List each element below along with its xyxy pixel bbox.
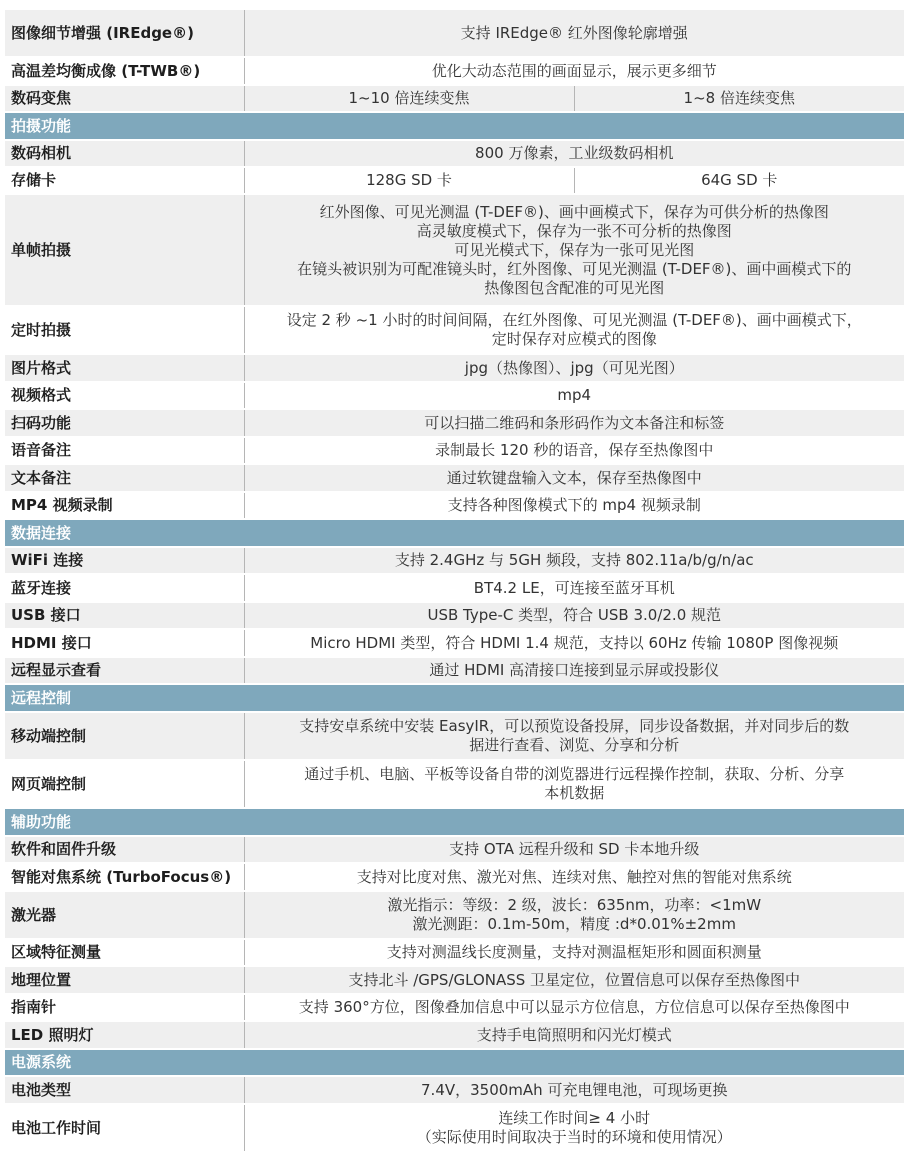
spec-table <box>5 10 904 1153</box>
row-label: 电池类型 <box>5 1076 244 1104</box>
section-title: 数据连接 <box>5 519 904 547</box>
row-value: 支持对测温线长度测量，支持对测温框矩形和圆面积测量 <box>244 939 904 966</box>
table-row <box>5 437 904 464</box>
section-header <box>5 519 904 547</box>
value-line: 通过手机、电脑、平板等设备自带的浏览器进行远程操作控制，获取、分析、分享 <box>304 765 845 783</box>
row-value: 通过软键盘输入文本，保存至热像图中 <box>244 464 904 492</box>
table-row <box>5 1076 904 1104</box>
table-row <box>5 836 904 863</box>
row-value <box>244 712 904 760</box>
row-value: 支持手电筒照明和闪光灯模式 <box>244 1021 904 1049</box>
row-label: 扫码功能 <box>5 409 244 437</box>
row-label: 软件和固件升级 <box>5 836 244 863</box>
row-value: USB Type-C 类型，符合 USB 3.0/2.0 规范 <box>244 602 904 629</box>
table-row <box>5 712 904 760</box>
value-line: 支持安卓系统中安装 EasyIR，可以预览设备投屏，同步设备数据，并对同步后的数 <box>299 717 850 735</box>
value-line: 在镜头被识别为可配准镜头时，红外图像、可见光测温 (T-DEF®)、画中画模式下的 <box>297 259 852 278</box>
row-value: 支持各种图像模式下的 mp4 视频录制 <box>244 492 904 519</box>
row-value <box>244 306 904 354</box>
row-value: 支持对比度对焦、激光对焦、连续对焦、触控对焦的智能对焦系统 <box>244 863 904 891</box>
row-label: 图像细节增强 (IREdge®) <box>5 10 244 57</box>
table-row <box>5 574 904 602</box>
row-value: 支持 OTA 远程升级和 SD 卡本地升级 <box>244 836 904 863</box>
row-label: 指南针 <box>5 994 244 1021</box>
section-title: 辅助功能 <box>5 808 904 836</box>
row-label: 定时拍摄 <box>5 306 244 354</box>
section-header <box>5 112 904 140</box>
table-row <box>5 140 904 167</box>
row-label: 单帧拍摄 <box>5 194 244 306</box>
row-value-left: 128G SD 卡 <box>244 167 574 194</box>
table-row <box>5 85 904 112</box>
table-row <box>5 547 904 574</box>
row-label: HDMI 接口 <box>5 629 244 657</box>
row-label: 语音备注 <box>5 437 244 464</box>
section-title: 电源系统 <box>5 1049 904 1076</box>
row-value: 800 万像素，工业级数码相机 <box>244 140 904 167</box>
table-row <box>5 464 904 492</box>
row-label: 激光器 <box>5 891 244 939</box>
value-line: 红外图像、可见光测温 (T-DEF®)、画中画模式下，保存为可供分析的热像图 <box>319 202 829 221</box>
row-value: 通过 HDMI 高清接口连接到显示屏或投影仪 <box>244 657 904 684</box>
table-row <box>5 382 904 409</box>
table-row <box>5 194 904 306</box>
table-row <box>5 167 904 194</box>
value-line: 高灵敏度模式下，保存为一张不可分析的热像图 <box>416 221 732 240</box>
row-label: 区域特征测量 <box>5 939 244 966</box>
row-value-right: 64G SD 卡 <box>574 167 904 194</box>
row-label: MP4 视频录制 <box>5 492 244 519</box>
row-label: 网页端控制 <box>5 760 244 808</box>
row-label: 地理位置 <box>5 966 244 994</box>
row-value: Micro HDMI 类型，符合 HDMI 1.4 规范，支持以 60Hz 传输 1080P 图像视频 <box>244 629 904 657</box>
row-label: 图片格式 <box>5 354 244 382</box>
row-label: 电池工作时间 <box>5 1104 244 1152</box>
table-row <box>5 1021 904 1049</box>
row-label: 文本备注 <box>5 464 244 492</box>
value-line: 可见光模式下，保存为一张可见光图 <box>454 240 695 259</box>
section-title: 拍摄功能 <box>5 112 904 140</box>
row-value: 支持 2.4GHz 与 5GH 频段，支持 802.11a/b/g/n/ac <box>244 547 904 574</box>
row-label: 存储卡 <box>5 167 244 194</box>
value-line: 激光测距：0.1m-50m，精度 :d*0.01%±2mm <box>412 915 736 933</box>
table-row <box>5 760 904 808</box>
section-header <box>5 1049 904 1076</box>
row-label: WiFi 连接 <box>5 547 244 574</box>
table-row <box>5 1104 904 1152</box>
row-value: jpg（热像图）、jpg（可见光图） <box>244 354 904 382</box>
row-label: 蓝牙连接 <box>5 574 244 602</box>
row-label: 数码变焦 <box>5 85 244 112</box>
row-value-right: 1~8 倍连续变焦 <box>574 85 904 112</box>
table-row <box>5 863 904 891</box>
row-value: 可以扫描二维码和条形码作为文本备注和标签 <box>244 409 904 437</box>
table-row <box>5 966 904 994</box>
table-row <box>5 891 904 939</box>
row-label: 数码相机 <box>5 140 244 167</box>
row-value <box>244 760 904 808</box>
section-header <box>5 684 904 712</box>
table-row <box>5 10 904 57</box>
row-value-left: 1~10 倍连续变焦 <box>244 85 574 112</box>
row-value <box>244 1104 904 1152</box>
section-title: 远程控制 <box>5 684 904 712</box>
row-value: 7.4V，3500mAh 可充电锂电池，可现场更换 <box>244 1076 904 1104</box>
table-row <box>5 939 904 966</box>
row-label: 智能对焦系统 (TurboFocus®) <box>5 863 244 891</box>
value-line: 设定 2 秒 ~1 小时的时间间隔，在红外图像、可见光测温 (T-DEF®)、画中画模式下， <box>286 311 862 329</box>
row-label: 高温差均衡成像 (T-TWB®) <box>5 57 244 85</box>
row-label: 视频格式 <box>5 382 244 409</box>
value-line: 热像图包含配准的可见光图 <box>484 278 665 297</box>
row-value: 优化大动态范围的画面显示，展示更多细节 <box>244 57 904 85</box>
row-value: BT4.2 LE，可连接至蓝牙耳机 <box>244 574 904 602</box>
row-value: 支持 IREdge® 红外图像轮廓增强 <box>244 10 904 57</box>
row-value <box>244 891 904 939</box>
row-value: 支持 360°方位，图像叠加信息中可以显示方位信息，方位信息可以保存至热像图中 <box>244 994 904 1021</box>
row-value: 支持北斗 /GPS/GLONASS 卫星定位，位置信息可以保存至热像图中 <box>244 966 904 994</box>
row-value: mp4 <box>244 382 904 409</box>
value-line: （实际使用时间取决于当时的环境和使用情况） <box>416 1128 732 1146</box>
value-line: 连续工作时间≥ 4 小时 <box>498 1109 651 1127</box>
value-line: 定时保存对应模式的图像 <box>491 330 657 348</box>
spec-table-container <box>5 10 904 1153</box>
row-label: USB 接口 <box>5 602 244 629</box>
value-line: 激光指示：等级：2 级，波长：635nm，功率：<1mW <box>387 896 762 914</box>
table-row <box>5 994 904 1021</box>
table-row <box>5 354 904 382</box>
row-label: 移动端控制 <box>5 712 244 760</box>
table-row <box>5 409 904 437</box>
row-label: 远程显示查看 <box>5 657 244 684</box>
table-row <box>5 306 904 354</box>
value-line: 据进行查看、浏览、分享和分析 <box>469 736 680 754</box>
row-value: 录制最长 120 秒的语音，保存至热像图中 <box>244 437 904 464</box>
value-line: 本机数据 <box>544 784 605 802</box>
table-row <box>5 602 904 629</box>
row-label: LED 照明灯 <box>5 1021 244 1049</box>
table-row <box>5 629 904 657</box>
table-row <box>5 57 904 85</box>
row-value <box>244 194 904 306</box>
table-row <box>5 492 904 519</box>
table-row <box>5 657 904 684</box>
section-header <box>5 808 904 836</box>
